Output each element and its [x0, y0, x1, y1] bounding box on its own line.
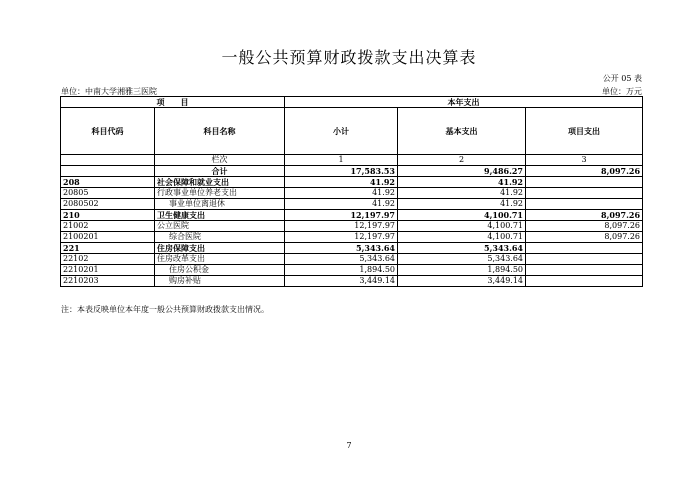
expenditure-table: [60, 96, 643, 287]
header-subtotal: 小计: [285, 108, 398, 155]
column-2: 2: [398, 155, 526, 166]
table-code: 公开 05 表: [602, 74, 642, 83]
header-code: 科目代码: [61, 108, 155, 155]
unit-organization: 单位：中南大学湘雅三医院: [61, 87, 157, 96]
total-basic: 9,486.27: [398, 166, 526, 177]
page-title: 一般公共预算财政拨款支出决算表: [221, 48, 477, 67]
page-number: 7: [346, 441, 352, 450]
table-row: 20805 行政事业单位养老支出 41.92 41.92: [61, 188, 643, 199]
table-row: 2080502 事业单位离退休 41.92 41.92: [61, 199, 643, 210]
header-current-year: 本年支出: [285, 97, 643, 108]
total-row: [61, 166, 643, 177]
table-row: 2210201 住房公积金 1,894.50 1,894.50: [61, 265, 643, 276]
header-name: 科目名称: [155, 108, 285, 155]
header-project-expenditure: 项目支出: [526, 108, 643, 155]
table-row: 208 社会保障和就业支出 41.92 41.92: [61, 177, 643, 188]
total-label: 合计: [155, 166, 285, 177]
table-note: 注：本表反映单位本年度一般公共预算财政拨款支出情况。: [61, 305, 269, 314]
table-row: 2210203 购房补贴 3,449.14 3,449.14: [61, 276, 643, 287]
column-number-row: [61, 155, 643, 166]
total-subtotal: 17,583.53: [285, 166, 398, 177]
header-basic: 基本支出: [398, 108, 526, 155]
table-row: 22102 住房改革支出 5,343.64 5,343.64: [61, 254, 643, 265]
header-project: 项 目: [61, 97, 285, 108]
table-row: 2100201 综合医院 12,197.97 4,100.71 8,097.26: [61, 232, 643, 243]
column-1: 1: [285, 155, 398, 166]
total-project-expenditure: 8,097.26: [526, 166, 643, 177]
column-label: 栏次: [155, 155, 285, 166]
unit-money: 单位：万元: [602, 87, 642, 96]
table-row: 21002 公立医院 12,197.97 4,100.71 8,097.26: [61, 221, 643, 232]
column-3: 3: [526, 155, 643, 166]
table-row: 221 住房保障支出 5,343.64 5,343.64: [61, 243, 643, 254]
table-row: 210 卫生健康支出 12,197.97 4,100.71 8,097.26: [61, 210, 643, 221]
